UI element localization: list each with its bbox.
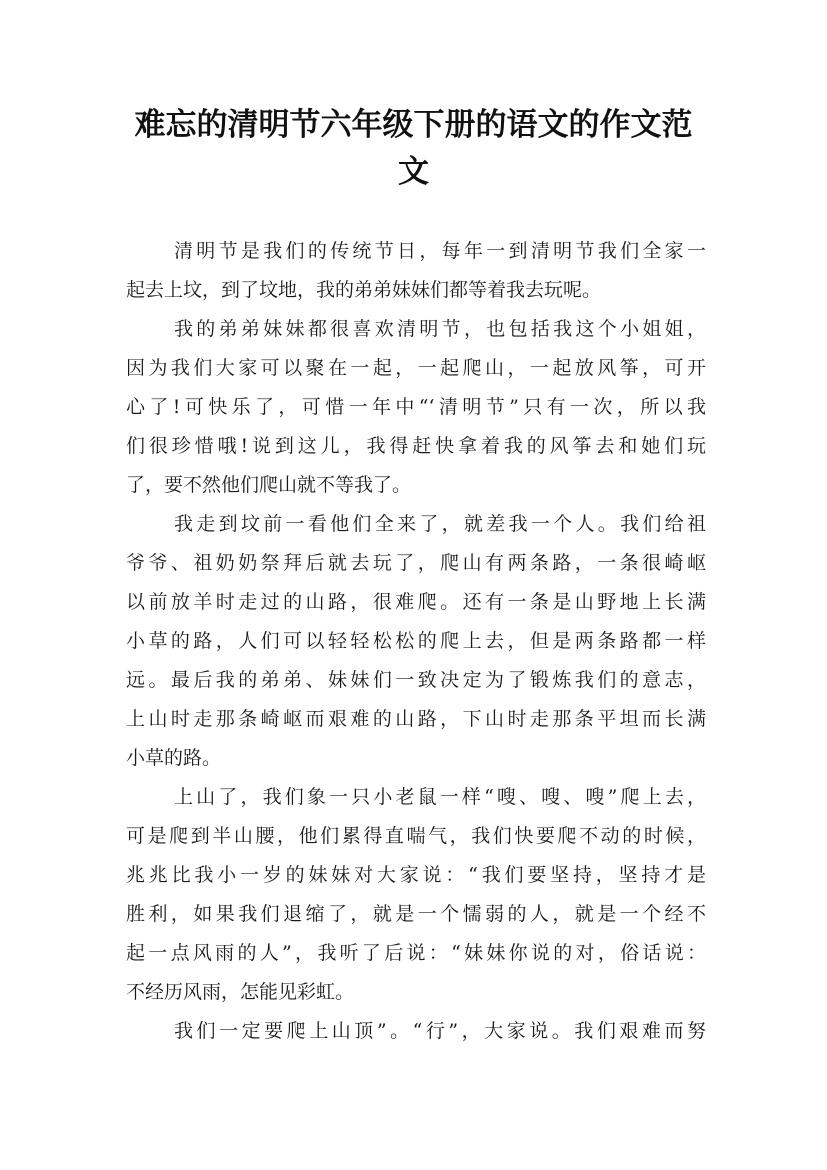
paragraph-4-line-3: 兆兆比我小一岁的妹妹对大家说：“我们要坚持，坚持才是 xyxy=(126,864,706,886)
paragraph-3-line-7: 小草的路。 xyxy=(126,747,222,769)
paragraph-2-line-2: 因为我们大家可以聚在一起，一起爬山，一起放风筝，可开 xyxy=(126,357,706,379)
paragraph-3-line-5: 远。最后我的弟弟、妹妹们一致决定为了锻炼我们的意志， xyxy=(126,669,706,691)
title-line-1: 难忘的清明节六年级下册的语文的作文范 xyxy=(134,107,693,143)
paragraph-3-line-1: 我走到坟前一看他们全来了，就差我一个人。我们给祖 xyxy=(174,513,706,535)
paragraph-2-line-3: 心了!可快乐了，可惜一年中“‘清明节”只有一次，所以我 xyxy=(126,396,706,418)
paragraph-3-line-4: 小草的路，人们可以轻轻松松的爬上去，但是两条路都一样 xyxy=(126,630,706,652)
paragraph-2-line-5: 了，要不然他们爬山就不等我了。 xyxy=(126,474,412,496)
paragraph-1-line-1: 清明节是我们的传统节日，每年一到清明节我们全家一 xyxy=(174,240,706,262)
paragraph-2-line-1: 我的弟弟妹妹都很喜欢清明节，也包括我这个小姐姐， xyxy=(174,318,706,340)
paragraph-3-line-2: 爷爷、祖奶奶祭拜后就去玩了，爬山有两条路，一条很崎岖 xyxy=(126,552,706,574)
paragraph-5-line-1: 我们一定要爬上山顶”。“行”，大家说。我们艰难而努 xyxy=(174,1020,706,1042)
document-title xyxy=(100,102,727,196)
paragraph-4-line-4: 胜利，如果我们退缩了，就是一个懦弱的人，就是一个经不 xyxy=(126,903,706,925)
paragraph-3-line-6: 上山时走那条崎岖而艰难的山路，下山时走那条平坦而长满 xyxy=(126,708,706,730)
paragraph-1-line-2: 起去上坟，到了坟地，我的弟弟妹妹们都等着我去玩呢。 xyxy=(126,279,602,301)
paragraph-4-line-6: 不经历风雨，怎能见彩虹。 xyxy=(126,981,355,1003)
title-line-2: 文 xyxy=(398,154,429,190)
paragraph-3-line-3: 以前放羊时走过的山路，很难爬。还有一条是山野地上长满 xyxy=(126,591,706,613)
paragraph-4-line-1: 上山了，我们象一只小老鼠一样“嗖、嗖、嗖”爬上去， xyxy=(174,786,706,808)
document-body xyxy=(126,232,706,1051)
paragraph-4-line-2: 可是爬到半山腰，他们累得直喘气，我们快要爬不动的时候， xyxy=(126,825,706,847)
paragraph-2-line-4: 们很珍惜哦!说到这儿，我得赶快拿着我的风筝去和她们玩 xyxy=(126,435,706,457)
paragraph-4-line-5: 起一点风雨的人”，我听了后说：“妹妹你说的对，俗话说： xyxy=(126,942,706,964)
